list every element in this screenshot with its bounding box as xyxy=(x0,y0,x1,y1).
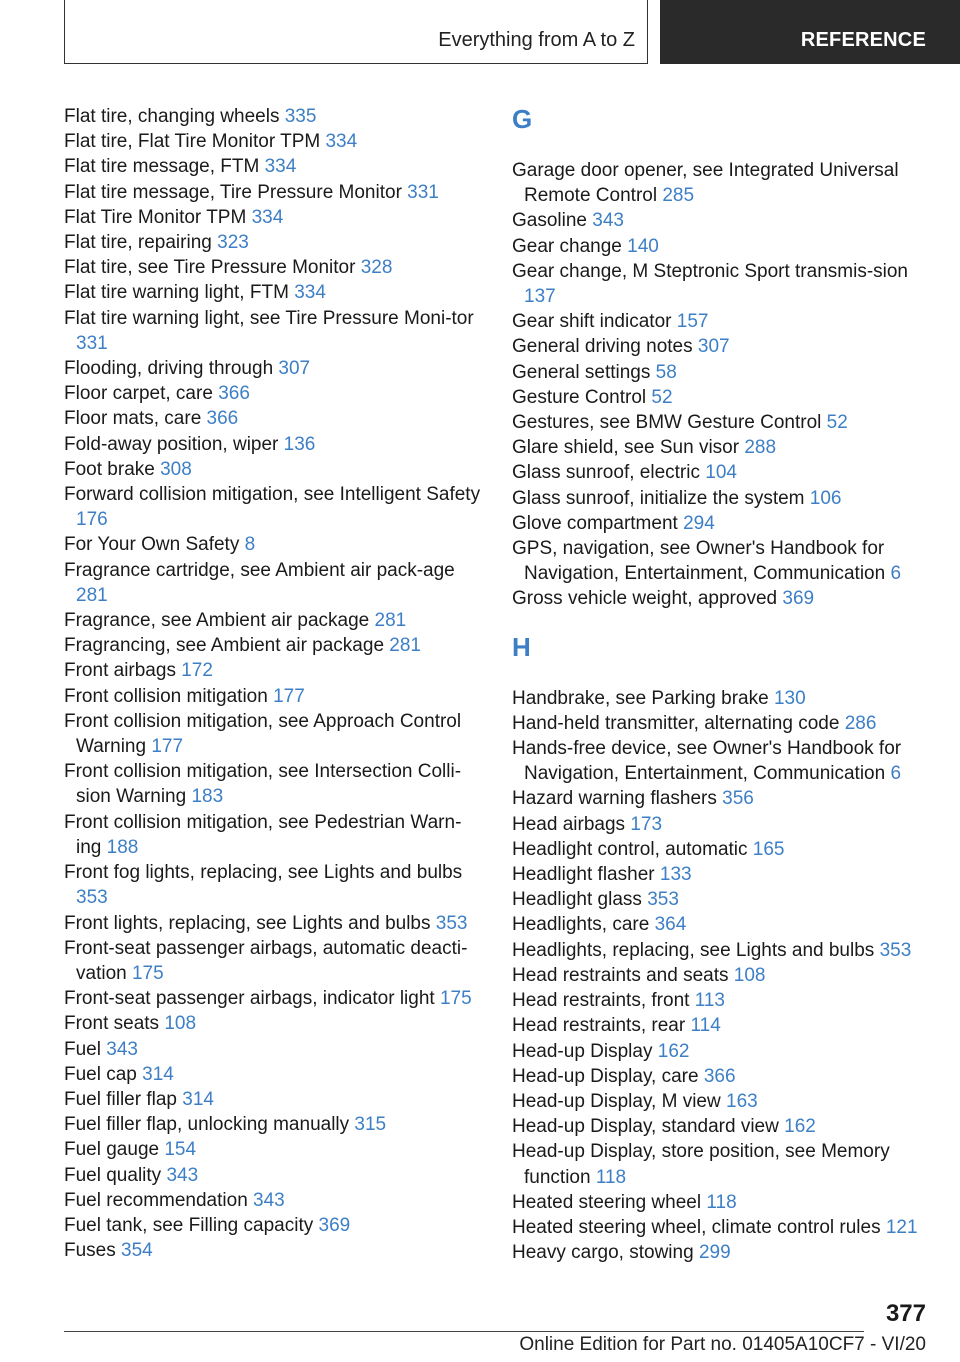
index-page-link[interactable]: 364 xyxy=(654,914,687,936)
index-entry xyxy=(64,1213,484,1238)
index-entry xyxy=(64,532,484,557)
header-title-box xyxy=(64,0,648,64)
index-entry xyxy=(64,482,484,532)
index-page-link[interactable]: 162 xyxy=(657,1040,690,1062)
index-page-link[interactable]: 121 xyxy=(885,1216,918,1238)
index-entry xyxy=(512,837,932,862)
index-entry-term: Front-seat passenger airbags, indicator light xyxy=(64,988,435,1010)
index-entry xyxy=(512,334,932,359)
footer-edition: Online Edition for Part no. 01405A10CF7 - VI/20 xyxy=(519,1334,926,1355)
index-entry xyxy=(64,986,484,1011)
index-entry xyxy=(64,306,484,356)
index-page-link[interactable]: 118 xyxy=(706,1191,737,1213)
index-entry xyxy=(512,1013,932,1038)
index-entry xyxy=(64,936,484,986)
index-entry xyxy=(512,309,932,334)
index-entry xyxy=(512,435,932,460)
index-page-link[interactable]: 353 xyxy=(435,912,468,934)
index-entry-term: Head-up Display xyxy=(512,1040,653,1062)
index-entry xyxy=(64,709,484,759)
index-entry xyxy=(64,104,484,129)
index-page-link[interactable]: 354 xyxy=(121,1240,153,1262)
index-entry xyxy=(64,759,484,809)
index-entry xyxy=(512,460,932,485)
index-page-link[interactable]: 188 xyxy=(106,836,139,858)
index-entry xyxy=(64,1188,484,1213)
index-page-link[interactable]: 118 xyxy=(595,1166,627,1188)
index-page-link[interactable]: 52 xyxy=(651,386,673,408)
index-page-link[interactable]: 177 xyxy=(151,736,184,758)
index-entry-term: General driving notes xyxy=(512,336,693,358)
index-page-link[interactable]: 353 xyxy=(76,887,108,909)
index-entry xyxy=(64,356,484,381)
index-entry xyxy=(512,1089,932,1114)
index-entry-term: Headlight flasher xyxy=(512,864,655,886)
index-page-link[interactable]: 130 xyxy=(773,687,806,709)
index-entry xyxy=(512,887,932,912)
index-page-link[interactable]: 286 xyxy=(844,712,877,734)
index-entry-term: Headlight control, automatic xyxy=(512,838,748,860)
index-entry xyxy=(64,205,484,230)
header-section-box xyxy=(660,0,960,64)
index-entry xyxy=(64,180,484,205)
index-page-link[interactable]: 133 xyxy=(659,864,692,886)
index-page-link[interactable]: 165 xyxy=(752,838,785,860)
page-header xyxy=(0,0,960,66)
index-entry xyxy=(512,686,932,711)
index-entry-term: Floor carpet, care xyxy=(64,383,213,405)
index-entry xyxy=(512,234,932,259)
index-column-right xyxy=(512,104,932,1265)
index-entry xyxy=(64,432,484,457)
footer-divider xyxy=(64,1331,864,1332)
index-entry xyxy=(64,558,484,608)
index-page-link[interactable]: 328 xyxy=(360,257,393,279)
index-entry-term: Fragrance cartridge, see Ambient air pack‐age xyxy=(64,559,455,581)
index-entry-term: Hand-held transmitter, alternating code xyxy=(512,712,840,734)
index-page-link[interactable]: 108 xyxy=(164,1013,197,1035)
index-entry-term: Front-seat passenger airbags, automatic deacti‐vation xyxy=(64,937,468,984)
index-entry-term: Flat tire, repairing xyxy=(64,232,212,254)
index-entry-term: Gesture Control xyxy=(512,386,647,408)
index-letter-heading: H xyxy=(512,631,531,662)
index-entry xyxy=(64,406,484,431)
index-entry-term: Gestures, see BMW Gesture Control xyxy=(512,412,822,434)
index-entry xyxy=(512,938,932,963)
index-entry xyxy=(64,457,484,482)
index-page-link[interactable]: 299 xyxy=(698,1242,731,1264)
index-page-link[interactable]: 108 xyxy=(733,964,766,986)
index-page-link[interactable]: 334 xyxy=(251,206,284,228)
index-entry-term: Heavy cargo, stowing xyxy=(512,1242,694,1264)
index-entry xyxy=(64,230,484,255)
index-page-link[interactable]: 8 xyxy=(244,534,256,556)
index-page-link[interactable]: 334 xyxy=(264,156,297,178)
index-page-link[interactable]: 6 xyxy=(890,563,902,585)
index-entry xyxy=(64,1011,484,1036)
index-entry xyxy=(64,1238,484,1263)
index-entry xyxy=(512,711,932,736)
index-page-link[interactable]: 106 xyxy=(809,487,842,509)
index-entry xyxy=(64,633,484,658)
index-entry xyxy=(512,1190,932,1215)
index-page-link[interactable]: 314 xyxy=(182,1088,214,1110)
index-entry xyxy=(512,988,932,1013)
index-entry-term: Forward collision mitigation, see Intelligent Safety xyxy=(64,484,481,506)
index-page-link[interactable]: 177 xyxy=(273,685,305,707)
index-entry-term: Flat tire message, FTM xyxy=(64,156,260,178)
index-page-link[interactable]: 366 xyxy=(703,1065,736,1087)
index-page-link[interactable]: 104 xyxy=(705,462,737,484)
index-entry xyxy=(512,1114,932,1139)
index-entry-term: Glove compartment xyxy=(512,512,678,534)
index-entry xyxy=(64,911,484,936)
index-entry xyxy=(64,129,484,154)
index-entry-term: Front seats xyxy=(64,1013,160,1035)
index-entry-term: Fuel filler flap xyxy=(64,1088,177,1110)
index-entry-term: Flat Tire Monitor TPM xyxy=(64,206,247,228)
index-entry-term: Hazard warning flashers xyxy=(512,788,717,810)
index-entry xyxy=(512,360,932,385)
index-entry-term: Foot brake xyxy=(64,458,155,480)
index-page-link[interactable]: 308 xyxy=(160,458,192,480)
index-entry-term: Flat tire, see Tire Pressure Monitor xyxy=(64,257,356,279)
index-entry-term: Head restraints and seats xyxy=(512,964,729,986)
index-entry xyxy=(512,862,932,887)
index-entry xyxy=(64,810,484,860)
index-entry xyxy=(512,536,932,586)
index-page-link[interactable]: 113 xyxy=(694,990,725,1012)
index-entry-term: Flat tire message, Tire Pressure Monitor xyxy=(64,181,402,203)
index-page-link[interactable]: 353 xyxy=(647,889,679,911)
index-page-link[interactable]: 172 xyxy=(181,660,213,682)
index-page-link[interactable]: 285 xyxy=(662,185,695,207)
index-page-link[interactable]: 52 xyxy=(826,412,848,434)
index-page-link[interactable]: 307 xyxy=(697,336,730,358)
index-entry-term: GPS, navigation, see Owner's Handbook for Navigation, Entertainment, Communication xyxy=(512,538,886,585)
index-page-link[interactable]: 136 xyxy=(283,433,316,455)
index-page-link[interactable]: 173 xyxy=(630,813,663,835)
index-page-link[interactable]: 366 xyxy=(206,408,239,430)
index-entry xyxy=(64,684,484,709)
index-entry-term: Flooding, driving through xyxy=(64,358,274,380)
index-entry xyxy=(512,410,932,435)
index-entry-term: Fragrancing, see Ambient air package xyxy=(64,635,385,657)
index-entry-term: Gear shift indicator xyxy=(512,311,672,333)
index-entry-term: Head restraints, rear xyxy=(512,1015,686,1037)
index-entry-term: Gasoline xyxy=(512,210,587,232)
index-entry-term: Head-up Display, care xyxy=(512,1065,699,1087)
index-entry xyxy=(64,280,484,305)
index-entry-term: Front fog lights, replacing, see Lights and bulbs xyxy=(64,862,463,884)
index-entry-term: Head-up Display, store position, see Memory function xyxy=(512,1141,890,1188)
index-page-link[interactable]: 315 xyxy=(354,1114,387,1136)
index-entry-term: Gear change, M Steptronic Sport transmis‐sion xyxy=(512,260,909,282)
index-entry xyxy=(512,963,932,988)
index-entry xyxy=(64,1163,484,1188)
index-page-link[interactable]: 163 xyxy=(726,1090,758,1112)
index-entry-term: Flat tire warning light, see Tire Pressure Moni‐tor xyxy=(64,307,474,329)
index-entry-term: Fold-away position, wiper xyxy=(64,433,279,455)
index-page-link[interactable]: 114 xyxy=(690,1015,721,1037)
index-entry xyxy=(512,1064,932,1089)
index-entry-term: Handbrake, see Parking brake xyxy=(512,687,769,709)
index-entry-term: Flat tire warning light, FTM xyxy=(64,282,289,304)
index-entry-term: General settings xyxy=(512,361,651,383)
header-title: Everything from A to Z xyxy=(438,29,635,51)
index-entry xyxy=(64,860,484,910)
index-entry-term: Head-up Display, standard view xyxy=(512,1116,779,1138)
index-entry-term: Fuel tank, see Filling capacity xyxy=(64,1214,314,1236)
index-entry xyxy=(512,586,932,611)
index-entry-term: Head-up Display, M view xyxy=(512,1090,721,1112)
index-entry xyxy=(512,912,932,937)
index-entry-term: Gross vehicle weight, approved xyxy=(512,588,778,610)
index-entry xyxy=(512,158,932,208)
index-entry-term: Headlight glass xyxy=(512,889,642,911)
index-page-link[interactable]: 307 xyxy=(278,358,311,380)
index-entry xyxy=(512,511,932,536)
index-page-link[interactable]: 369 xyxy=(782,588,815,610)
header-section-label: REFERENCE xyxy=(800,29,926,51)
index-page-link[interactable]: 323 xyxy=(217,232,249,254)
index-page-link[interactable]: 281 xyxy=(76,584,108,606)
index-page-link[interactable]: 335 xyxy=(284,106,317,127)
index-column-left xyxy=(64,104,484,1263)
index-entry xyxy=(64,255,484,280)
index-entry-term: Flat tire, changing wheels xyxy=(64,106,280,127)
index-entry-term: Fuel recommendation xyxy=(64,1189,248,1211)
index-entry-term: Fuel cap xyxy=(64,1063,137,1085)
index-page-link[interactable]: 140 xyxy=(627,235,659,257)
index-entry xyxy=(64,154,484,179)
index-page-link[interactable]: 366 xyxy=(218,383,250,405)
index-entry-term: Front collision mitigation xyxy=(64,685,268,707)
page-number: 377 xyxy=(885,1300,926,1327)
index-entry xyxy=(512,486,932,511)
index-entry-term: Flat tire, Flat Tire Monitor TPM xyxy=(64,131,321,153)
index-entry-term: Glass sunroof, initialize the system xyxy=(512,487,805,509)
index-entry-term: Fragrance, see Ambient air package xyxy=(64,610,370,632)
index-entry xyxy=(512,786,932,811)
index-entry-term: Glare shield, see Sun visor xyxy=(512,437,740,459)
index-entry-term: Fuel gauge xyxy=(64,1139,160,1161)
index-entry xyxy=(512,385,932,410)
index-page-link[interactable]: 331 xyxy=(407,181,439,203)
index-entry-term: Glass sunroof, electric xyxy=(512,462,700,484)
index-page-link[interactable]: 137 xyxy=(524,286,556,308)
index-page-link[interactable]: 334 xyxy=(325,131,358,153)
index-entry-term: Front lights, replacing, see Lights and bulbs xyxy=(64,912,431,934)
index-entry-term: Gear change xyxy=(512,235,622,257)
index-page-link[interactable]: 356 xyxy=(722,788,754,810)
index-page-link[interactable]: 281 xyxy=(374,610,407,632)
index-entry-term: Heated steering wheel xyxy=(512,1191,702,1213)
index-page-link[interactable]: 343 xyxy=(166,1164,199,1186)
index-entry-term: Front collision mitigation, see Intersection Colli‐sion Warning xyxy=(64,761,462,808)
index-entry xyxy=(512,812,932,837)
index-page-link[interactable]: 331 xyxy=(76,332,108,354)
index-entry-term: Head airbags xyxy=(512,813,626,835)
index-entry-term: Hands-free device, see Owner's Handbook for Navigation, Entertainment, Communication xyxy=(512,738,902,785)
index-entry xyxy=(64,1087,484,1112)
index-entry-term: Heated steering wheel, climate control rules xyxy=(512,1216,881,1238)
index-page-link[interactable]: 343 xyxy=(592,210,624,232)
index-page-link[interactable]: 288 xyxy=(744,437,777,459)
index-page-link[interactable]: 162 xyxy=(784,1116,816,1138)
index-page-link[interactable]: 175 xyxy=(439,988,472,1010)
index-page-link[interactable]: 281 xyxy=(389,635,421,657)
index-page-link[interactable]: 334 xyxy=(294,282,326,304)
index-entry xyxy=(512,1215,932,1240)
index-entry-term: Floor mats, care xyxy=(64,408,202,430)
index-entry-term: Front airbags xyxy=(64,660,176,682)
index-page-link[interactable]: 183 xyxy=(191,786,224,808)
index-entry-term: Fuses xyxy=(64,1240,116,1262)
index-entry-term: Front collision mitigation, see Approach Control Warning xyxy=(64,710,462,758)
index-page-link[interactable]: 157 xyxy=(676,311,709,333)
index-entry xyxy=(512,1039,932,1064)
index-entry-term: Head restraints, front xyxy=(512,990,690,1012)
index-entry-term: Garage door opener, see Integrated Universal Remote Control xyxy=(512,160,899,207)
index-entry xyxy=(512,259,932,309)
index-letter-heading: G xyxy=(512,104,533,134)
index-entry xyxy=(64,1062,484,1087)
index-entry xyxy=(64,658,484,683)
index-page-link[interactable]: 343 xyxy=(106,1038,138,1060)
index-entry-term: Fuel xyxy=(64,1038,101,1060)
index-entry xyxy=(64,1112,484,1137)
index-page-link[interactable]: 314 xyxy=(142,1063,174,1085)
index-entry-term: Fuel filler flap, unlocking manually xyxy=(64,1114,350,1136)
index-entry-term: Fuel quality xyxy=(64,1164,162,1186)
index-page-link[interactable]: 58 xyxy=(655,361,677,383)
index-page-link[interactable]: 353 xyxy=(879,939,912,961)
index-entry xyxy=(512,736,932,786)
index-entry xyxy=(64,1037,484,1062)
index-entry xyxy=(512,1240,932,1265)
index-page-link[interactable]: 6 xyxy=(890,763,902,785)
index-entry-term: Front collision mitigation, see Pedestrian Warn‐ing xyxy=(64,811,462,858)
index-entry xyxy=(64,1137,484,1162)
index-page-link[interactable]: 175 xyxy=(131,962,164,984)
index-page-link[interactable]: 294 xyxy=(683,512,715,534)
index-entry xyxy=(64,381,484,406)
index-entry-term: Headlights, replacing, see Lights and bulbs xyxy=(512,939,875,961)
index-entry-term: Headlights, care xyxy=(512,914,650,936)
index-entry xyxy=(512,1139,932,1189)
index-entry-term: For Your Own Safety xyxy=(64,534,240,556)
index-entry xyxy=(64,608,484,633)
index-page-link[interactable]: 343 xyxy=(253,1189,285,1211)
index-entry xyxy=(512,208,932,233)
index-page-link[interactable]: 176 xyxy=(76,509,108,531)
index-page-link[interactable]: 154 xyxy=(164,1139,197,1161)
index-page-link[interactable]: 369 xyxy=(318,1214,351,1236)
